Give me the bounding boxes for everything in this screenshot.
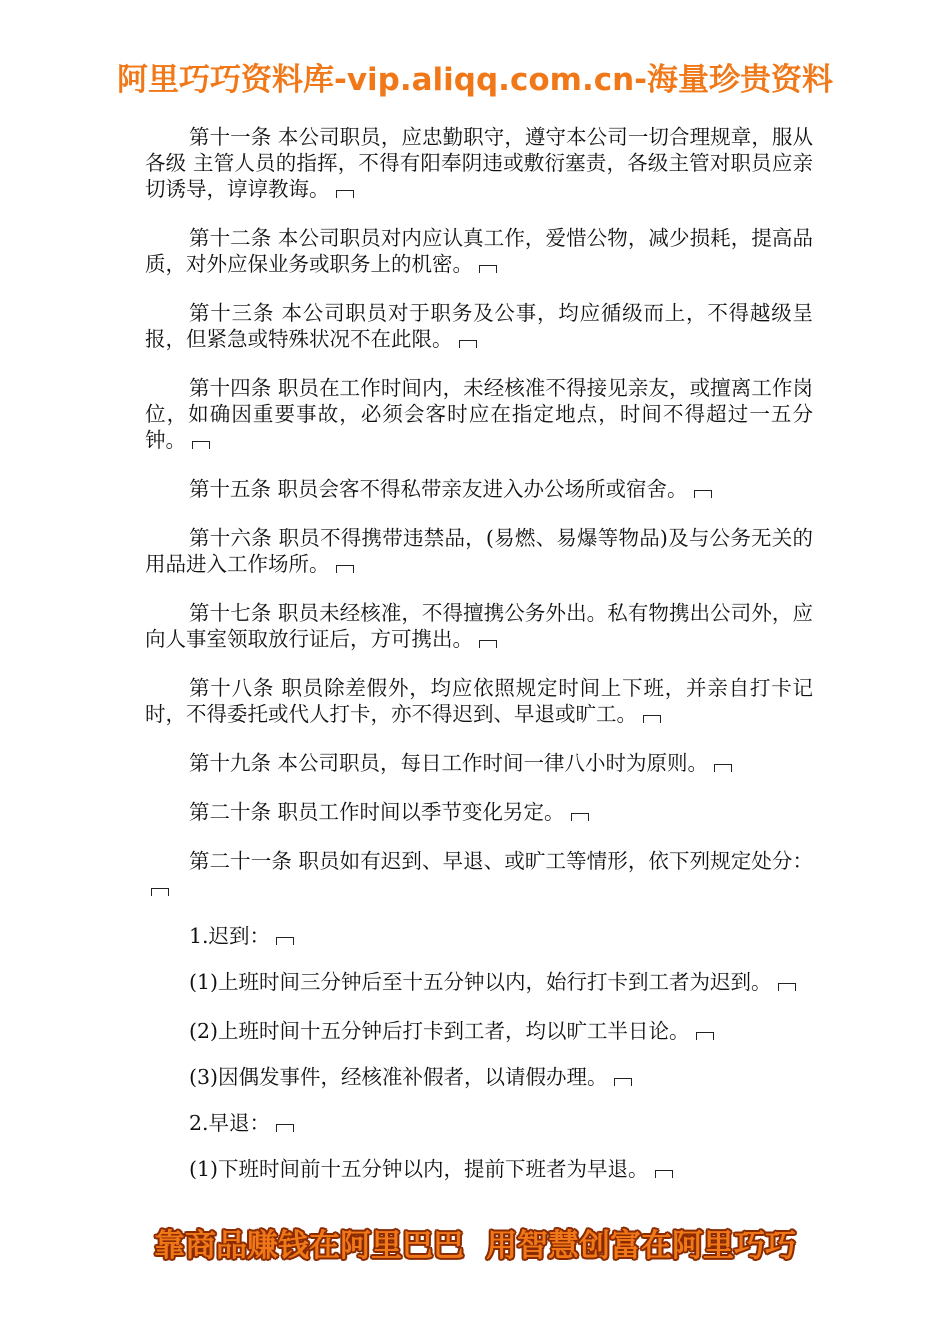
paragraph: 第十四条 职员在工作时间内，未经核准不得接见亲友，或擅离工作岗位，如确因重要事故，必须会客时应在指定地点，时间不得超过一五分钟。 bbox=[145, 376, 813, 452]
document-body bbox=[145, 124, 813, 1202]
paragraph-return-icon bbox=[643, 715, 661, 723]
paragraph: 第十一条 本公司职员，应忠勤职守，遵守本公司一切合理规章，服从各级 主管人员的指挥，不得有阳奉阴违或敷衍塞责，各级主管对职员应亲切诱导，谆谆教诲。 bbox=[145, 125, 813, 201]
list-item: 2.早退： bbox=[145, 1110, 813, 1136]
paragraph-return-icon bbox=[614, 1078, 632, 1086]
paragraph: 第十三条 本公司职员对于职务及公事，均应循级而上，不得越级呈报，但紧急或特殊状况不在此限。 bbox=[145, 301, 813, 351]
paragraph-return-icon bbox=[778, 983, 796, 991]
paragraph-return-icon bbox=[336, 565, 354, 573]
paragraph: 第二十条 职员工作时间以季节变化另定。 bbox=[145, 799, 813, 825]
paragraph: 第十七条 职员未经核准，不得擅携公务外出。私有物携出公司外，应向人事室领取放行证后，方可携出。 bbox=[145, 601, 813, 651]
paragraph-return-icon bbox=[571, 813, 589, 821]
paragraph: 第二十一条 职员如有迟到、早退、或旷工等情形，依下列规定处分： bbox=[145, 848, 813, 900]
footer-slogan-left: 靠商品赚钱在阿里巴巴 bbox=[154, 1228, 464, 1264]
paragraph-return-icon bbox=[276, 1124, 294, 1132]
paragraph-return-icon bbox=[459, 340, 477, 348]
list-item: (3)因偶发事件，经核准补假者，以请假办理。 bbox=[145, 1064, 813, 1090]
paragraph-return-icon bbox=[655, 1170, 673, 1178]
paragraph: 第十九条 本公司职员，每日工作时间一律八小时为原则。 bbox=[145, 750, 813, 776]
paragraph-return-icon bbox=[151, 888, 169, 896]
paragraph: 第十八条 职员除差假外，均应依照规定时间上下班，并亲自打卡记时，不得委托或代人打卡，亦不得迟到、早退或旷工。 bbox=[145, 676, 813, 726]
paragraph-return-icon bbox=[694, 490, 712, 498]
paragraph: 第十五条 职员会客不得私带亲友进入办公场所或宿舍。 bbox=[145, 476, 813, 502]
paragraph-return-icon bbox=[336, 190, 354, 198]
paragraph-return-icon bbox=[479, 640, 497, 648]
list-item: (1)下班时间前十五分钟以内，提前下班者为早退。 bbox=[145, 1156, 813, 1182]
paragraph-return-icon bbox=[479, 265, 497, 273]
footer-banner bbox=[0, 1226, 950, 1266]
paragraph-return-icon bbox=[192, 441, 210, 449]
paragraph-return-icon bbox=[276, 937, 294, 945]
paragraph: 第十六条 职员不得携带违禁品，(易燃、易爆等物品)及与公务无关的用品进入工作场所。 bbox=[145, 526, 813, 576]
paragraph: 第十二条 本公司职员对内应认真工作，爱惜公物，减少损耗，提高品质，对外应保业务或职务上的机密。 bbox=[145, 226, 813, 276]
paragraph-return-icon bbox=[696, 1032, 714, 1040]
list-item: (2)上班时间十五分钟后打卡到工者，均以旷工半日论。 bbox=[145, 1018, 813, 1044]
paragraph-return-icon bbox=[714, 764, 732, 772]
list-item: (1)上班时间三分钟后至十五分钟以内，始行打卡到工者为迟到。 bbox=[145, 969, 813, 995]
header-banner: 阿里巧巧资料库-vip.aliqq.com.cn-海量珍贵资料 bbox=[116, 62, 834, 98]
footer-slogan-right: 用智慧创富在阿里巧巧 bbox=[486, 1228, 796, 1264]
list-item: 1.迟到： bbox=[145, 923, 813, 949]
